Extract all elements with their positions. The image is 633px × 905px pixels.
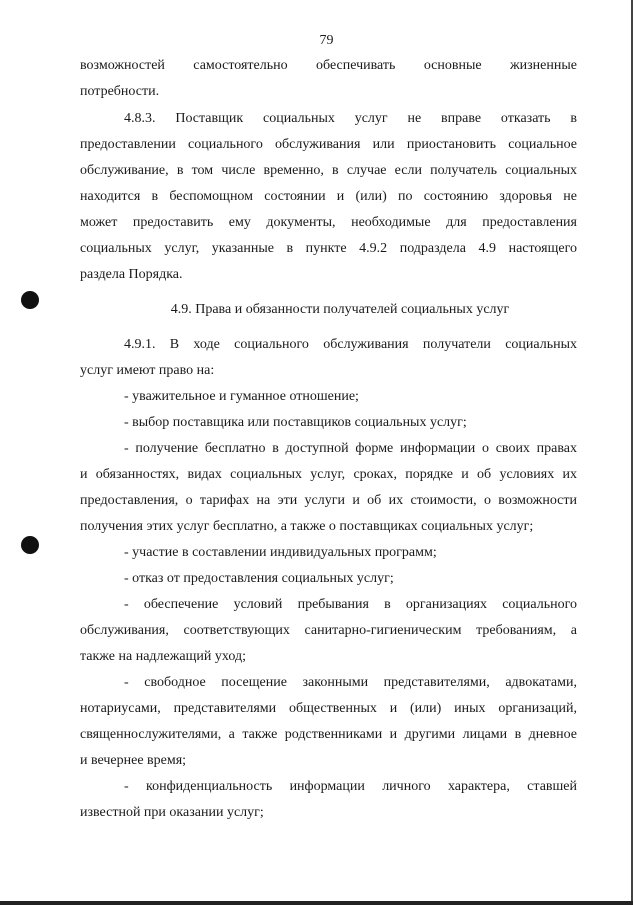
- text-line: священнослужителями, а также родственниками и другими лицами в дневное: [80, 727, 577, 742]
- text-line: нотариусами, представителями общественных и (или) иных организаций,: [80, 701, 577, 716]
- text-line: 4.9.1. В ходе социального обслуживания получатели социальных: [124, 337, 577, 352]
- list-item: - свободное посещение законными представителями, адвокатами,: [124, 675, 577, 690]
- text-line: раздела Порядка.: [80, 267, 183, 282]
- page-number: 79: [319, 33, 334, 48]
- section-heading: 4.9. Права и обязанности получателей социальных услуг: [170, 302, 510, 317]
- text-line: обслуживание, в том числе временно, в случае если получатель социальных: [80, 163, 577, 178]
- list-item: - конфиденциальность информации личного характера, ставшей: [124, 779, 577, 794]
- list-item: - участие в составлении индивидуальных программ;: [124, 545, 437, 560]
- text-line: предоставления, о тарифах на эти услуги и об их стоимости, о возможности: [80, 493, 577, 508]
- list-item: - отказ от предоставления социальных услуг;: [124, 571, 394, 586]
- text-line: 4.8.3. Поставщик социальных услуг не вправе отказать в: [124, 111, 577, 126]
- text-line: предоставлении социального обслуживания или приостановить социальное: [80, 137, 577, 152]
- scan-edge-bottom: [0, 901, 633, 905]
- text-line: получения этих услуг бесплатно, а также о поставщиках социальных услуг;: [80, 519, 534, 534]
- text-line: потребности.: [80, 84, 160, 99]
- text-line: и обязанностях, видах социальных услуг, сроках, порядке и об условиях их: [80, 467, 577, 482]
- text-line: обслуживания, соответствующих санитарно-гигиеническим требованиям, а: [80, 623, 577, 638]
- text-line: может предоставить ему документы, необходимые для предоставления: [80, 215, 577, 230]
- text-line: находится в беспомощном состоянии и (или) по состоянию здоровья не: [80, 189, 577, 204]
- list-item: - уважительное и гуманное отношение;: [124, 389, 359, 404]
- text-line: известной при оказании услуг;: [80, 805, 264, 820]
- text-line: социальных услуг, указанные в пункте 4.9.2 подраздела 4.9 настоящего: [80, 241, 577, 256]
- text-line: возможностей самостоятельно обеспечивать основные жизненные: [80, 58, 577, 73]
- text-line: и вечернее время;: [80, 753, 187, 768]
- list-item: - выбор поставщика или поставщиков социальных услуг;: [124, 415, 467, 430]
- list-item: - обеспечение условий пребывания в организациях социального: [124, 597, 577, 612]
- text-line: также на надлежащий уход;: [80, 649, 246, 664]
- punch-hole-mark: [21, 536, 39, 554]
- punch-hole-mark: [21, 291, 39, 309]
- text-line: услуг имеют право на:: [80, 363, 215, 378]
- list-item: - получение бесплатно в доступной форме информации о своих правах: [124, 441, 577, 456]
